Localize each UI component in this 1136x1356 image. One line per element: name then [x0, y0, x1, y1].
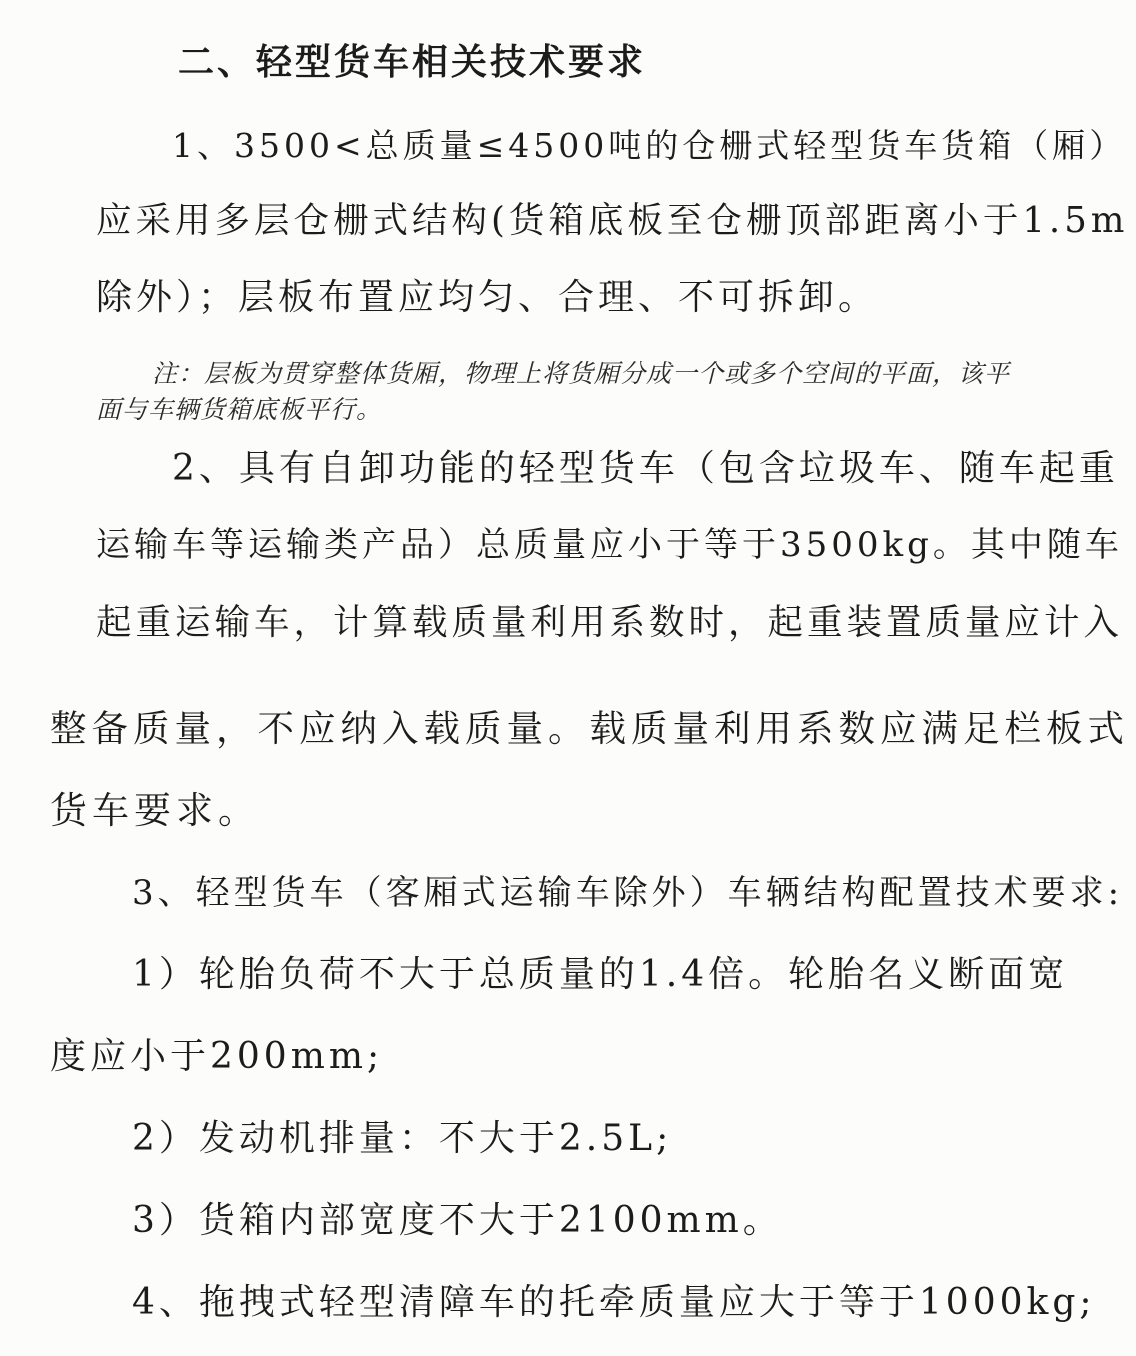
- item3-sub1-line1: 1）轮胎负荷不大于总质量的1.4倍。轮胎名义断面宽: [132, 954, 1069, 995]
- item3-line1: 3、轻型货车（客厢式运输车除外）车辆结构配置技术要求:: [132, 873, 1124, 913]
- item3-sub1-line2: 度应小于200mm;: [50, 1036, 384, 1077]
- note-line1: 注：层板为贯穿整体货厢，物理上将货厢分成一个或多个空间的平面，该平: [152, 359, 1011, 388]
- item1-line3: 除外）；层板布置应均匀、合理、不可拆卸。: [96, 277, 879, 318]
- note-line2: 面与车辆货箱底板平行。: [96, 395, 383, 424]
- item3-sub2: 2）发动机排量：不大于2.5L;: [132, 1118, 673, 1159]
- item2-line4: 整备质量，不应纳入载质量。载质量利用系数应满足栏板式: [50, 707, 1129, 750]
- item2-line2: 运输车等运输类产品）总质量应小于等于3500kg。其中随车: [96, 525, 1123, 565]
- section-heading: 二、轻型货车相关技术要求: [178, 41, 647, 83]
- item1-line2: 应采用多层仓栅式结构(货箱底板至仓栅顶部距离小于1.5m: [96, 200, 1129, 241]
- item2-line1: 2、具有自卸功能的轻型货车（包含垃圾车、随车起重: [172, 448, 1119, 489]
- item2-line5: 货车要求。: [50, 789, 260, 832]
- item4-line1: 4、拖拽式轻型清障车的托牵质量应大于等于1000kg;: [132, 1282, 1096, 1323]
- item3-sub3: 3）货箱内部宽度不大于2100mm。: [132, 1200, 783, 1241]
- item1-line1: 1、3500<总质量≤4500吨的仓栅式轻型货车货箱（厢）: [172, 126, 1127, 165]
- item2-line3: 起重运输车，计算载质量利用系数时，起重装置质量应计入: [96, 602, 1124, 643]
